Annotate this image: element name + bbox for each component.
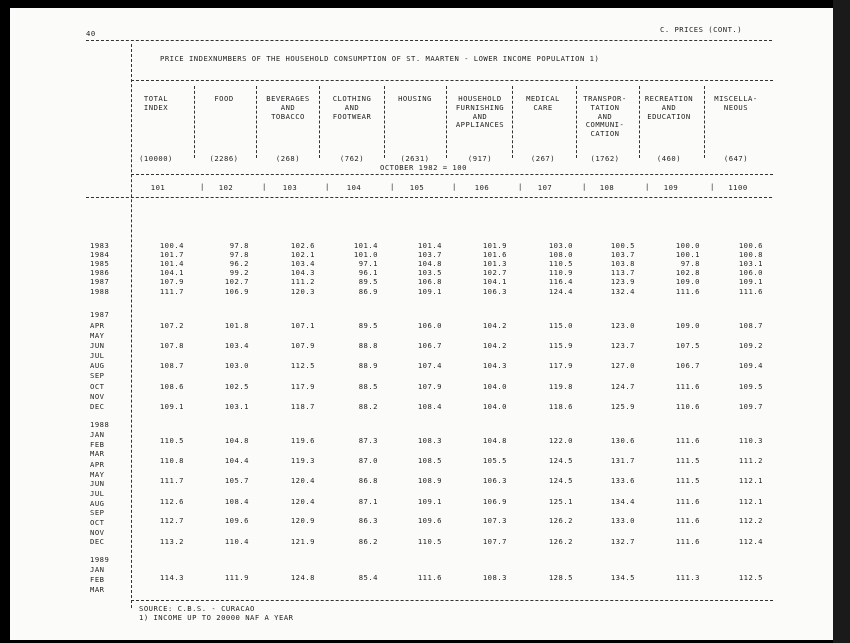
table-cell: 86.8 [358,476,378,485]
table-cell: 125.9 [610,402,635,411]
table-cell: 109.0 [675,277,700,286]
row-label: MAY [90,470,105,479]
table-cell: 88.2 [358,402,378,411]
row-label: FEB [90,575,105,584]
table-cell: 120.4 [290,497,315,506]
column-weight: (2286) [209,154,239,163]
code-separator: | [582,182,587,191]
table-cell: 104.0 [482,402,507,411]
table-cell: 124.7 [610,382,635,391]
table-cell: 102.7 [224,277,249,286]
row-label: NOV [90,392,105,401]
table-cell: 115.9 [548,341,573,350]
row-label: OCT [90,382,105,391]
table-cell: 133.0 [610,516,635,525]
column-code: 109 [663,183,679,192]
table-cell: 103.0 [224,361,249,370]
table-cell: 118.6 [548,402,573,411]
table-cell: 132.4 [610,287,635,296]
row-label: 1984 [90,250,110,259]
scan-edge [833,0,850,643]
table-cell: 103.1 [738,259,763,268]
table-cell: 111.6 [675,537,700,546]
table-cell: 101.7 [159,250,184,259]
table-cell: 109.1 [159,402,184,411]
row-label: SEP [90,371,105,380]
table-cell: 88.8 [358,341,378,350]
table-cell: 106.8 [417,277,442,286]
row-label: 1987 [90,277,110,286]
table-cell: 106.3 [482,287,507,296]
column-code: 102 [218,183,234,192]
table-cell: 109.5 [738,382,763,391]
table-cell: 123.9 [610,277,635,286]
table-cell: 107.8 [159,341,184,350]
column-label: RECREATION AND EDUCATION [644,94,694,121]
table-cell: 108.3 [417,436,442,445]
row-label: 1987 [90,310,110,319]
table-cell: 106.9 [224,287,249,296]
code-separator: | [390,182,395,191]
row-label: AUG [90,499,105,508]
table-cell: 105.5 [482,456,507,465]
column-weight: (1762) [590,154,620,163]
table-cell: 117.9 [548,361,573,370]
table-cell: 103.4 [290,259,315,268]
table-cell: 125.1 [548,497,573,506]
row-label: APR [90,460,105,469]
table-cell: 104.8 [417,259,442,268]
row-label: JUN [90,479,105,488]
table-cell: 114.3 [159,573,184,582]
table-cell: 111.6 [675,516,700,525]
base-note: OCTOBER 1982 = 100 [380,163,467,172]
table-cell: 127.0 [610,361,635,370]
table-cell: 102.1 [290,250,315,259]
row-label: AUG [90,361,105,370]
table-cell: 112.5 [738,573,763,582]
table-cell: 128.5 [548,573,573,582]
table-cell: 132.7 [610,537,635,546]
table-cell: 86.3 [358,516,378,525]
column-label: BEVERAGES AND TOBACCO [266,94,310,121]
column-code: 103 [282,183,298,192]
code-separator: | [200,182,205,191]
table-cell: 104.4 [224,456,249,465]
table-cell: 111.9 [224,573,249,582]
table-cell: 107.1 [290,321,315,330]
table-cell: 134.5 [610,573,635,582]
row-label: JUN [90,341,105,350]
table-cell: 109.2 [738,341,763,350]
table-cell: 103.8 [610,259,635,268]
table-cell: 104.3 [482,361,507,370]
table-cell: 104.1 [482,277,507,286]
table-cell: 116.4 [548,277,573,286]
row-label: MAR [90,585,105,594]
table-cell: 108.7 [159,361,184,370]
table-cell: 124.5 [548,476,573,485]
table-cell: 101.9 [482,241,507,250]
table-cell: 113.7 [610,268,635,277]
table-cell: 100.6 [738,241,763,250]
table-cell: 107.7 [482,537,507,546]
table-cell: 101.3 [482,259,507,268]
table-cell: 131.7 [610,456,635,465]
table-cell: 111.6 [738,287,763,296]
column-code: 1100 [728,183,748,192]
table-cell: 102.6 [290,241,315,250]
table-cell: 96.2 [229,259,249,268]
table-cell: 104.8 [482,436,507,445]
row-label: 1989 [90,555,110,564]
table-cell: 112.4 [738,537,763,546]
table-cell: 118.7 [290,402,315,411]
table-cell: 105.7 [224,476,249,485]
column-label: TOTAL INDEX [143,94,169,112]
table-cell: 104.8 [224,436,249,445]
code-separator: | [452,182,457,191]
table-cell: 86.9 [358,287,378,296]
table-cell: 123.0 [610,321,635,330]
table-cell: 101.4 [353,241,378,250]
table-cell: 109.0 [675,321,700,330]
table-cell: 103.4 [224,341,249,350]
column-weight: (10000) [139,154,173,163]
table-cell: 109.4 [738,361,763,370]
table-cell: 110.5 [548,259,573,268]
row-label: FEB [90,440,105,449]
table-cell: 106.3 [482,476,507,485]
column-weight: (268) [275,154,301,163]
table-cell: 96.1 [358,268,378,277]
row-label: JUL [90,351,105,360]
column-label: HOUSEHOLD FURNISHING AND APPLIANCES [455,94,505,130]
table-cell: 120.4 [290,476,315,485]
table-cell: 124.8 [290,573,315,582]
table-cell: 134.4 [610,497,635,506]
column-weight: (460) [656,154,682,163]
table-cell: 108.4 [224,497,249,506]
table-cell: 104.2 [482,341,507,350]
table-cell: 124.4 [548,287,573,296]
table-cell: 109.6 [417,516,442,525]
table-cell: 124.5 [548,456,573,465]
table-cell: 107.9 [290,341,315,350]
table-cell: 106.0 [738,268,763,277]
footnote: 1) INCOME UP TO 20000 NAF A YEAR [139,613,294,622]
row-label: MAY [90,331,105,340]
table-cell: 112.1 [738,476,763,485]
column-weight: (762) [339,154,365,163]
table-cell: 103.7 [417,250,442,259]
table-cell: 126.2 [548,516,573,525]
table-cell: 111.6 [675,287,700,296]
column-weight: (647) [723,154,749,163]
row-label: JAN [90,565,105,574]
table-cell: 103.1 [224,402,249,411]
table-cell: 106.9 [482,497,507,506]
table-cell: 111.3 [675,573,700,582]
row-label: NOV [90,528,105,537]
table-cell: 101.4 [159,259,184,268]
column-code: 106 [474,183,490,192]
table-cell: 111.2 [738,456,763,465]
table-cell: 102.7 [482,268,507,277]
table-cell: 88.5 [358,382,378,391]
code-separator: | [645,182,650,191]
table-cell: 103.0 [548,241,573,250]
row-label: SEP [90,508,105,517]
row-label: MAR [90,449,105,458]
table-cell: 110.5 [417,537,442,546]
table-cell: 126.2 [548,537,573,546]
table-cell: 101.4 [417,241,442,250]
table-cell: 100.8 [738,250,763,259]
table-cell: 102.8 [675,268,700,277]
table-cell: 123.7 [610,341,635,350]
table-cell: 106.7 [417,341,442,350]
table-cell: 97.8 [680,259,700,268]
table-cell: 104.1 [159,268,184,277]
table-cell: 87.0 [358,456,378,465]
table-cell: 100.5 [610,241,635,250]
table-cell: 87.3 [358,436,378,445]
table-cell: 106.7 [675,361,700,370]
header-rule-mid [131,174,773,175]
table-cell: 100.0 [675,241,700,250]
table-cell: 120.3 [290,287,315,296]
table-cell: 103.7 [610,250,635,259]
table-cell: 115.0 [548,321,573,330]
table-cell: 104.0 [482,382,507,391]
top-rule [86,40,772,41]
column-weight: (917) [467,154,493,163]
table-cell: 89.5 [358,277,378,286]
table-cell: 119.6 [290,436,315,445]
table-cell: 102.5 [224,382,249,391]
row-label: DEC [90,402,105,411]
table-cell: 112.2 [738,516,763,525]
column-label: HOUSING [398,94,432,103]
table-cell: 101.6 [482,250,507,259]
table-cell: 86.2 [358,537,378,546]
bottom-rule [131,600,773,601]
table-cell: 107.5 [675,341,700,350]
table-cell: 117.9 [290,382,315,391]
column-label: TRANSPOR- TATION AND COMMUNI- CATION [583,94,627,139]
table-cell: 130.6 [610,436,635,445]
row-label: APR [90,321,105,330]
table-cell: 119.8 [548,382,573,391]
table-cell: 107.9 [159,277,184,286]
column-code: 107 [537,183,553,192]
column-weight: (2631) [400,154,430,163]
table-cell: 111.2 [290,277,315,286]
row-label: OCT [90,518,105,527]
table-cell: 108.3 [482,573,507,582]
table-cell: 119.3 [290,456,315,465]
page-number: 40 [86,29,96,38]
table-cell: 109.7 [738,402,763,411]
table-cell: 122.0 [548,436,573,445]
table-cell: 106.0 [417,321,442,330]
header-rule-bottom [86,197,772,198]
table-cell: 112.6 [159,497,184,506]
row-label: DEC [90,537,105,546]
code-separator: | [262,182,267,191]
table-cell: 108.7 [738,321,763,330]
table-cell: 111.6 [675,436,700,445]
table-cell: 110.5 [159,436,184,445]
table-cell: 101.0 [353,250,378,259]
table-cell: 88.9 [358,361,378,370]
table-cell: 97.8 [229,241,249,250]
table-cell: 112.7 [159,516,184,525]
table-cell: 109.1 [417,287,442,296]
table-cell: 109.6 [224,516,249,525]
table-cell: 89.5 [358,321,378,330]
table-cell: 107.2 [159,321,184,330]
column-code: 105 [409,183,425,192]
table-cell: 87.1 [358,497,378,506]
table-cell: 111.5 [675,456,700,465]
running-head: C. PRICES (CONT.) [660,25,743,34]
table-cell: 110.9 [548,268,573,277]
header-rule-top [131,80,773,81]
table-cell: 103.5 [417,268,442,277]
row-label: JAN [90,430,105,439]
table-cell: 101.8 [224,321,249,330]
table-cell: 121.9 [290,537,315,546]
table-cell: 112.5 [290,361,315,370]
table-cell: 111.6 [417,573,442,582]
row-label: JUL [90,489,105,498]
table-cell: 107.4 [417,361,442,370]
table-cell: 108.0 [548,250,573,259]
table-cell: 108.9 [417,476,442,485]
table-cell: 97.1 [358,259,378,268]
code-separator: | [325,182,330,191]
row-label: 1986 [90,268,110,277]
table-cell: 107.3 [482,516,507,525]
table-cell: 120.9 [290,516,315,525]
table-cell: 110.3 [738,436,763,445]
table-cell: 104.3 [290,268,315,277]
table-cell: 100.4 [159,241,184,250]
table-cell: 110.8 [159,456,184,465]
column-code: 101 [150,183,166,192]
table-cell: 113.2 [159,537,184,546]
code-separator: | [518,182,523,191]
document-page [10,8,833,640]
column-label: MISCELLA- NEOUS [714,94,758,112]
table-cell: 112.1 [738,497,763,506]
table-cell: 100.1 [675,250,700,259]
table-cell: 85.4 [358,573,378,582]
row-label: 1988 [90,420,110,429]
table-cell: 97.8 [229,250,249,259]
table-cell: 111.5 [675,476,700,485]
table-cell: 111.7 [159,287,184,296]
column-weight: (267) [530,154,556,163]
row-label: 1988 [90,287,110,296]
table-cell: 108.6 [159,382,184,391]
source-note: SOURCE: C.B.S. - CURACAO [139,604,255,613]
table-cell: 107.9 [417,382,442,391]
column-label: MEDICAL CARE [526,94,560,112]
column-label: FOOD [214,94,234,103]
table-cell: 110.4 [224,537,249,546]
table-cell: 133.6 [610,476,635,485]
table-title: PRICE INDEXNUMBERS OF THE HOUSEHOLD CONSUMPTION OF ST. MAARTEN - LOWER INCOME POPULATION 1) [160,54,600,63]
column-code: 108 [599,183,615,192]
table-cell: 108.4 [417,402,442,411]
code-separator: | [710,182,715,191]
column-code: 104 [346,183,362,192]
row-label: 1985 [90,259,110,268]
column-label: CLOTHING AND FOOTWEAR [332,94,372,121]
table-cell: 111.6 [675,497,700,506]
table-cell: 108.5 [417,456,442,465]
row-label: 1983 [90,241,110,250]
table-cell: 109.1 [738,277,763,286]
table-cell: 99.2 [229,268,249,277]
table-cell: 109.1 [417,497,442,506]
table-cell: 104.2 [482,321,507,330]
table-cell: 111.6 [675,382,700,391]
table-cell: 110.6 [675,402,700,411]
table-cell: 111.7 [159,476,184,485]
